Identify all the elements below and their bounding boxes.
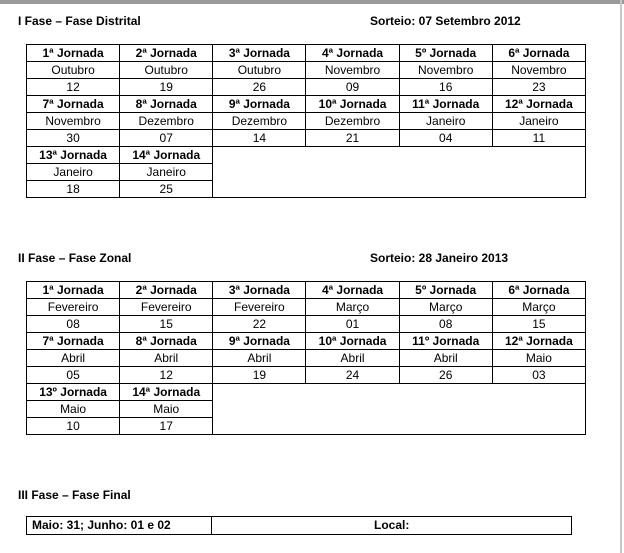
top-border — [0, 0, 624, 4]
day-cell: 09 — [306, 79, 399, 96]
jornada-cell: 13º Jornada — [27, 384, 120, 401]
jornada-cell: 4ª Jornada — [306, 282, 399, 299]
table-row — [27, 79, 586, 96]
month-cell: Fevereiro — [120, 299, 213, 316]
day-cell: 19 — [120, 79, 213, 96]
day-cell: 30 — [27, 130, 120, 147]
month-cell: Outubro — [213, 62, 306, 79]
month-cell: Março — [492, 299, 585, 316]
jornada-cell: 7ª Jornada — [27, 96, 120, 113]
jornada-cell: 13ª Jornada — [27, 147, 120, 164]
jornada-cell: 11º Jornada — [399, 333, 492, 350]
jornada-cell: 9ª Jornada — [213, 333, 306, 350]
day-cell: 04 — [399, 130, 492, 147]
day-cell: 15 — [492, 316, 585, 333]
month-cell: Março — [306, 299, 399, 316]
day-cell: 18 — [27, 181, 120, 198]
jornada-cell: 5º Jornada — [399, 282, 492, 299]
empty-cell — [213, 384, 586, 435]
jornada-cell: 8ª Jornada — [120, 333, 213, 350]
table-row — [27, 316, 586, 333]
jornada-cell: 11ª Jornada — [399, 96, 492, 113]
table-row — [27, 147, 586, 164]
jornada-cell: 6ª Jornada — [492, 282, 585, 299]
month-cell: Fevereiro — [27, 299, 120, 316]
jornada-cell: 6ª Jornada — [492, 45, 585, 62]
phase3-title: III Fase – Fase Final — [18, 488, 131, 502]
day-cell: 12 — [27, 79, 120, 96]
jornada-cell: 9ª Jornada — [213, 96, 306, 113]
jornada-cell: 12ª Jornada — [492, 333, 585, 350]
day-cell: 03 — [492, 367, 585, 384]
jornada-cell: 10ª Jornada — [306, 333, 399, 350]
jornada-cell: 14ª Jornada — [120, 147, 213, 164]
jornada-cell: 2ª Jornada — [120, 282, 213, 299]
day-cell: 19 — [213, 367, 306, 384]
table-row — [27, 96, 586, 113]
day-cell: 10 — [27, 418, 120, 435]
month-cell: Novembro — [399, 62, 492, 79]
final-phase-box — [26, 516, 572, 535]
table-row — [27, 62, 586, 79]
day-cell: 05 — [27, 367, 120, 384]
day-cell: 08 — [27, 316, 120, 333]
table-row — [27, 299, 586, 316]
day-cell: 08 — [399, 316, 492, 333]
jornada-cell: 10ª Jornada — [306, 96, 399, 113]
month-cell: Abril — [306, 350, 399, 367]
month-cell: Abril — [399, 350, 492, 367]
month-cell: Janeiro — [27, 164, 120, 181]
phase2-sorteio: Sorteio: 28 Janeiro 2013 — [370, 251, 509, 265]
month-cell: Novembro — [27, 113, 120, 130]
jornada-cell: 2ª Jornada — [120, 45, 213, 62]
table-row — [27, 333, 586, 350]
day-cell: 24 — [306, 367, 399, 384]
month-cell: Abril — [27, 350, 120, 367]
day-cell: 16 — [399, 79, 492, 96]
day-cell: 17 — [120, 418, 213, 435]
month-cell: Janeiro — [492, 113, 585, 130]
phase2-title: II Fase – Fase Zonal — [18, 251, 132, 265]
month-cell: Abril — [120, 350, 213, 367]
day-cell: 26 — [399, 367, 492, 384]
phase1-title: I Fase – Fase Distrital — [18, 14, 141, 28]
table-row — [27, 45, 586, 62]
day-cell: 11 — [492, 130, 585, 147]
month-cell: Outubro — [27, 62, 120, 79]
day-cell: 25 — [120, 181, 213, 198]
jornada-cell: 14ª Jornada — [120, 384, 213, 401]
jornada-cell: 1ª Jornada — [27, 45, 120, 62]
phase1-schedule-table — [26, 44, 586, 198]
right-border — [620, 0, 622, 553]
month-cell: Dezembro — [306, 113, 399, 130]
table-row — [27, 350, 586, 367]
jornada-cell: 8ª Jornada — [120, 96, 213, 113]
jornada-cell: 3ª Jornada — [213, 45, 306, 62]
jornada-cell: 7ª Jornada — [27, 333, 120, 350]
day-cell: 15 — [120, 316, 213, 333]
day-cell: 22 — [213, 316, 306, 333]
final-local — [212, 517, 571, 534]
day-cell: 23 — [492, 79, 585, 96]
month-cell: Novembro — [492, 62, 585, 79]
empty-cell — [213, 147, 586, 198]
jornada-cell: 3ª Jornada — [213, 282, 306, 299]
day-cell: 26 — [213, 79, 306, 96]
month-cell: Abril — [213, 350, 306, 367]
table-row — [27, 130, 586, 147]
month-cell: Maio — [27, 401, 120, 418]
month-cell: Dezembro — [213, 113, 306, 130]
jornada-cell: 1ª Jornada — [27, 282, 120, 299]
month-cell: Novembro — [306, 62, 399, 79]
phase1-sorteio: Sorteio: 07 Setembro 2012 — [370, 14, 521, 28]
local-label: Local: — [374, 518, 410, 532]
jornada-cell: 12ª Jornada — [492, 96, 585, 113]
day-cell: 14 — [213, 130, 306, 147]
day-cell: 21 — [306, 130, 399, 147]
table-row — [27, 367, 586, 384]
day-cell: 01 — [306, 316, 399, 333]
table-row — [27, 384, 586, 401]
month-cell: Maio — [492, 350, 585, 367]
month-cell: Maio — [120, 401, 213, 418]
month-cell: Março — [399, 299, 492, 316]
phase2-schedule-table — [26, 281, 586, 435]
month-cell: Fevereiro — [213, 299, 306, 316]
jornada-cell: 5º Jornada — [399, 45, 492, 62]
day-cell: 12 — [120, 367, 213, 384]
jornada-cell: 4ª Jornada — [306, 45, 399, 62]
month-cell: Outubro — [120, 62, 213, 79]
day-cell: 07 — [120, 130, 213, 147]
month-cell: Janeiro — [120, 164, 213, 181]
month-cell: Janeiro — [399, 113, 492, 130]
table-row — [27, 113, 586, 130]
month-cell: Dezembro — [120, 113, 213, 130]
final-dates: Maio: 31; Junho: 01 e 02 — [27, 517, 212, 534]
table-row — [27, 282, 586, 299]
